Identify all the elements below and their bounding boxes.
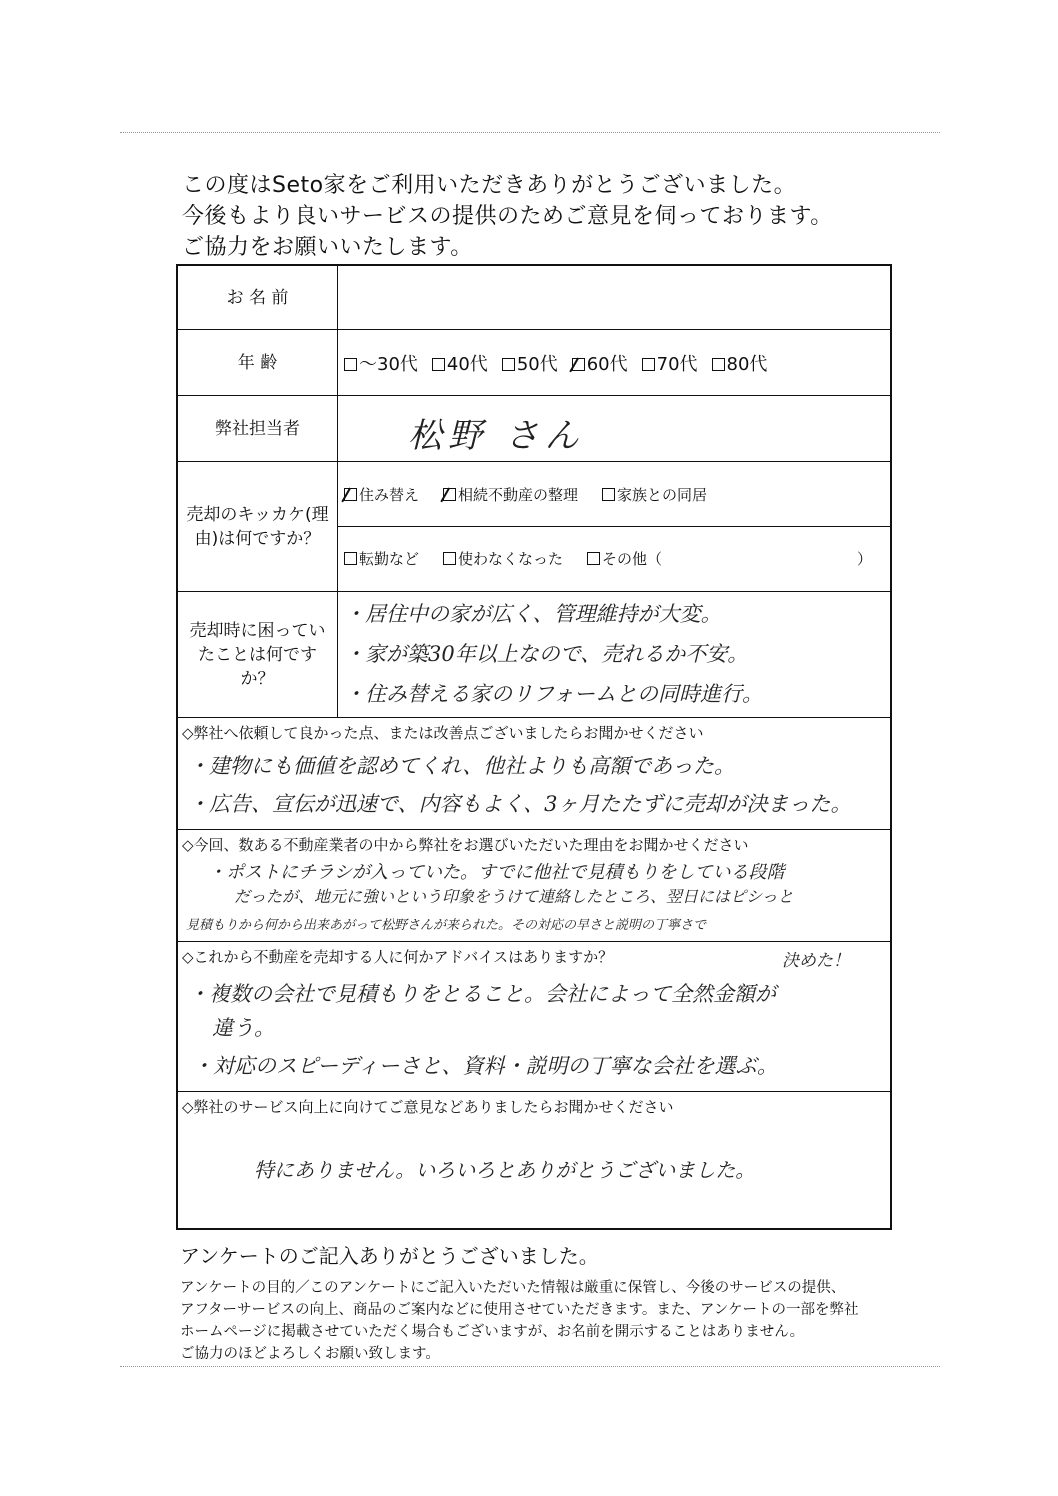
intro-text xyxy=(182,170,833,263)
checked-box-icon xyxy=(572,358,585,371)
advice-heading: ◇これから不動産を売却する人に何かアドバイスはありますか？ xyxy=(182,948,614,966)
good-points-answer-1: ・建物にも価値を認めてくれ、他社よりも高額であった。 xyxy=(188,754,736,778)
why-chosen-answer-4: 決めた！ xyxy=(782,951,850,971)
age-option-50[interactable]: 50代 xyxy=(502,350,558,376)
reason-options-line-1 xyxy=(338,484,890,505)
staff-value[interactable]: 松野 さん xyxy=(408,416,585,456)
advice-answer-3: ・対応のスピーディーさと、資料・説明の丁寧な会社を選ぶ。 xyxy=(192,1054,778,1078)
good-points-heading: ◇弊社へ依頼して良かった点、または改善点ございましたらお聞かせください xyxy=(182,724,704,742)
reason-option-relocation[interactable]: 住み替え xyxy=(344,484,419,505)
trouble-label: 売却時に困っていたことは何ですか？ xyxy=(178,592,338,717)
why-chosen-heading: ◇今回、数ある不動産業者の中から弊社をお選びいただいた理由をお聞かせください xyxy=(182,836,749,854)
service-section xyxy=(178,1092,890,1228)
closing-text: アンケートのご記入ありがとうございました。 xyxy=(180,1244,599,1268)
intro-line-2: 今後もより良いサービスの提供のためご意見を伺っております。 xyxy=(182,204,833,229)
why-chosen-section xyxy=(178,830,890,942)
name-row xyxy=(178,266,890,330)
staff-label: 弊社担当者 xyxy=(178,396,338,461)
checkbox-icon xyxy=(344,552,357,565)
why-chosen-answer-2: だったが、地元に強いという印象をうけて連絡したところ、翌日にはピシっと xyxy=(234,887,794,906)
name-value[interactable] xyxy=(338,266,890,329)
good-points-section xyxy=(178,718,890,830)
staff-row xyxy=(178,396,890,462)
trouble-row xyxy=(178,592,890,718)
service-answer: 特にありません。いろいろとありがとうございました。 xyxy=(254,1158,756,1182)
age-options xyxy=(338,330,890,395)
why-chosen-answer-3: 見積もりから何から出来あがって松野さんが来られた。その対応の早さと説明の丁寧さで xyxy=(186,918,707,933)
reason-option-inheritance[interactable]: 相続不動産の整理 xyxy=(443,484,578,505)
checkbox-icon xyxy=(712,358,725,371)
intro-line-3: ご協力をお願いいたします。 xyxy=(182,235,473,260)
other-close-paren: ） xyxy=(856,550,872,568)
checkbox-icon xyxy=(642,358,655,371)
trouble-answer-2: ・家が築30年以上なので、売れるか不安。 xyxy=(344,642,749,666)
checkbox-icon xyxy=(587,552,600,565)
note-line-1: アンケートの目的／このアンケートにご記入いただいた情報は厳重に保管し、今後のサービスの提供、 xyxy=(180,1280,846,1296)
advice-section xyxy=(178,942,890,1092)
divider xyxy=(338,526,890,527)
checkbox-icon xyxy=(602,488,615,501)
advice-answer-1: ・複数の会社で見積もりをとること。会社によって全然金額が xyxy=(188,982,776,1006)
name-label: お 名 前 xyxy=(178,266,338,329)
scan-dots-bottom xyxy=(120,1366,940,1367)
privacy-notes xyxy=(180,1277,858,1365)
age-option-30[interactable]: 〜30代 xyxy=(344,350,418,376)
reason-option-transfer[interactable]: 転勤など xyxy=(344,548,419,569)
reason-option-other[interactable]: その他（ xyxy=(587,548,662,569)
intro-line-1: この度はSeto家をご利用いただきありがとうございました。 xyxy=(182,173,797,198)
age-row xyxy=(178,330,890,396)
advice-answer-2: 違う。 xyxy=(212,1016,275,1040)
trouble-answer-3: ・住み替える家のリフォームとの同時進行。 xyxy=(344,682,763,706)
checkbox-icon xyxy=(502,358,515,371)
note-line-4: ご協力のほどよろしくお願い致します。 xyxy=(180,1346,440,1362)
why-chosen-answer-1: ・ポストにチラシが入っていた。すでに他社で見積もりをしている段階 xyxy=(208,862,785,883)
reason-label: 売却のキッカケ(理由)は何ですか？ xyxy=(178,462,338,591)
reason-row xyxy=(178,462,890,592)
survey-form xyxy=(176,264,892,1230)
age-option-70[interactable]: 70代 xyxy=(642,350,698,376)
checkbox-icon xyxy=(344,358,357,371)
age-option-80[interactable]: 80代 xyxy=(712,350,768,376)
trouble-answer-1: ・居住中の家が広く、管理維持が大変。 xyxy=(344,602,722,626)
age-option-60[interactable]: 60代 xyxy=(572,350,628,376)
reason-options-line-2 xyxy=(338,548,890,569)
service-heading: ◇弊社のサービス向上に向けてご意見などありましたらお聞かせください xyxy=(182,1098,674,1116)
checkbox-icon xyxy=(443,552,456,565)
good-points-answer-2: ・広告、宣伝が迅速で、内容もよく、3ヶ月たたずに売却が決まった。 xyxy=(188,792,852,816)
checked-box-icon xyxy=(443,488,456,501)
checkbox-icon xyxy=(432,358,445,371)
reason-option-unused[interactable]: 使わなくなった xyxy=(443,548,563,569)
scan-dots-top xyxy=(120,132,940,133)
age-label: 年 齢 xyxy=(178,330,338,395)
reason-option-family[interactable]: 家族との同居 xyxy=(602,484,707,505)
age-option-40[interactable]: 40代 xyxy=(432,350,488,376)
note-line-3: ホームページに掲載させていただく場合もございますが、お名前を開示することはありません。 xyxy=(180,1324,805,1340)
note-line-2: アフターサービスの向上、商品のご案内などに使用させていただきます。また、アンケートの一部を弊社 xyxy=(180,1302,859,1318)
checked-box-icon xyxy=(344,488,357,501)
